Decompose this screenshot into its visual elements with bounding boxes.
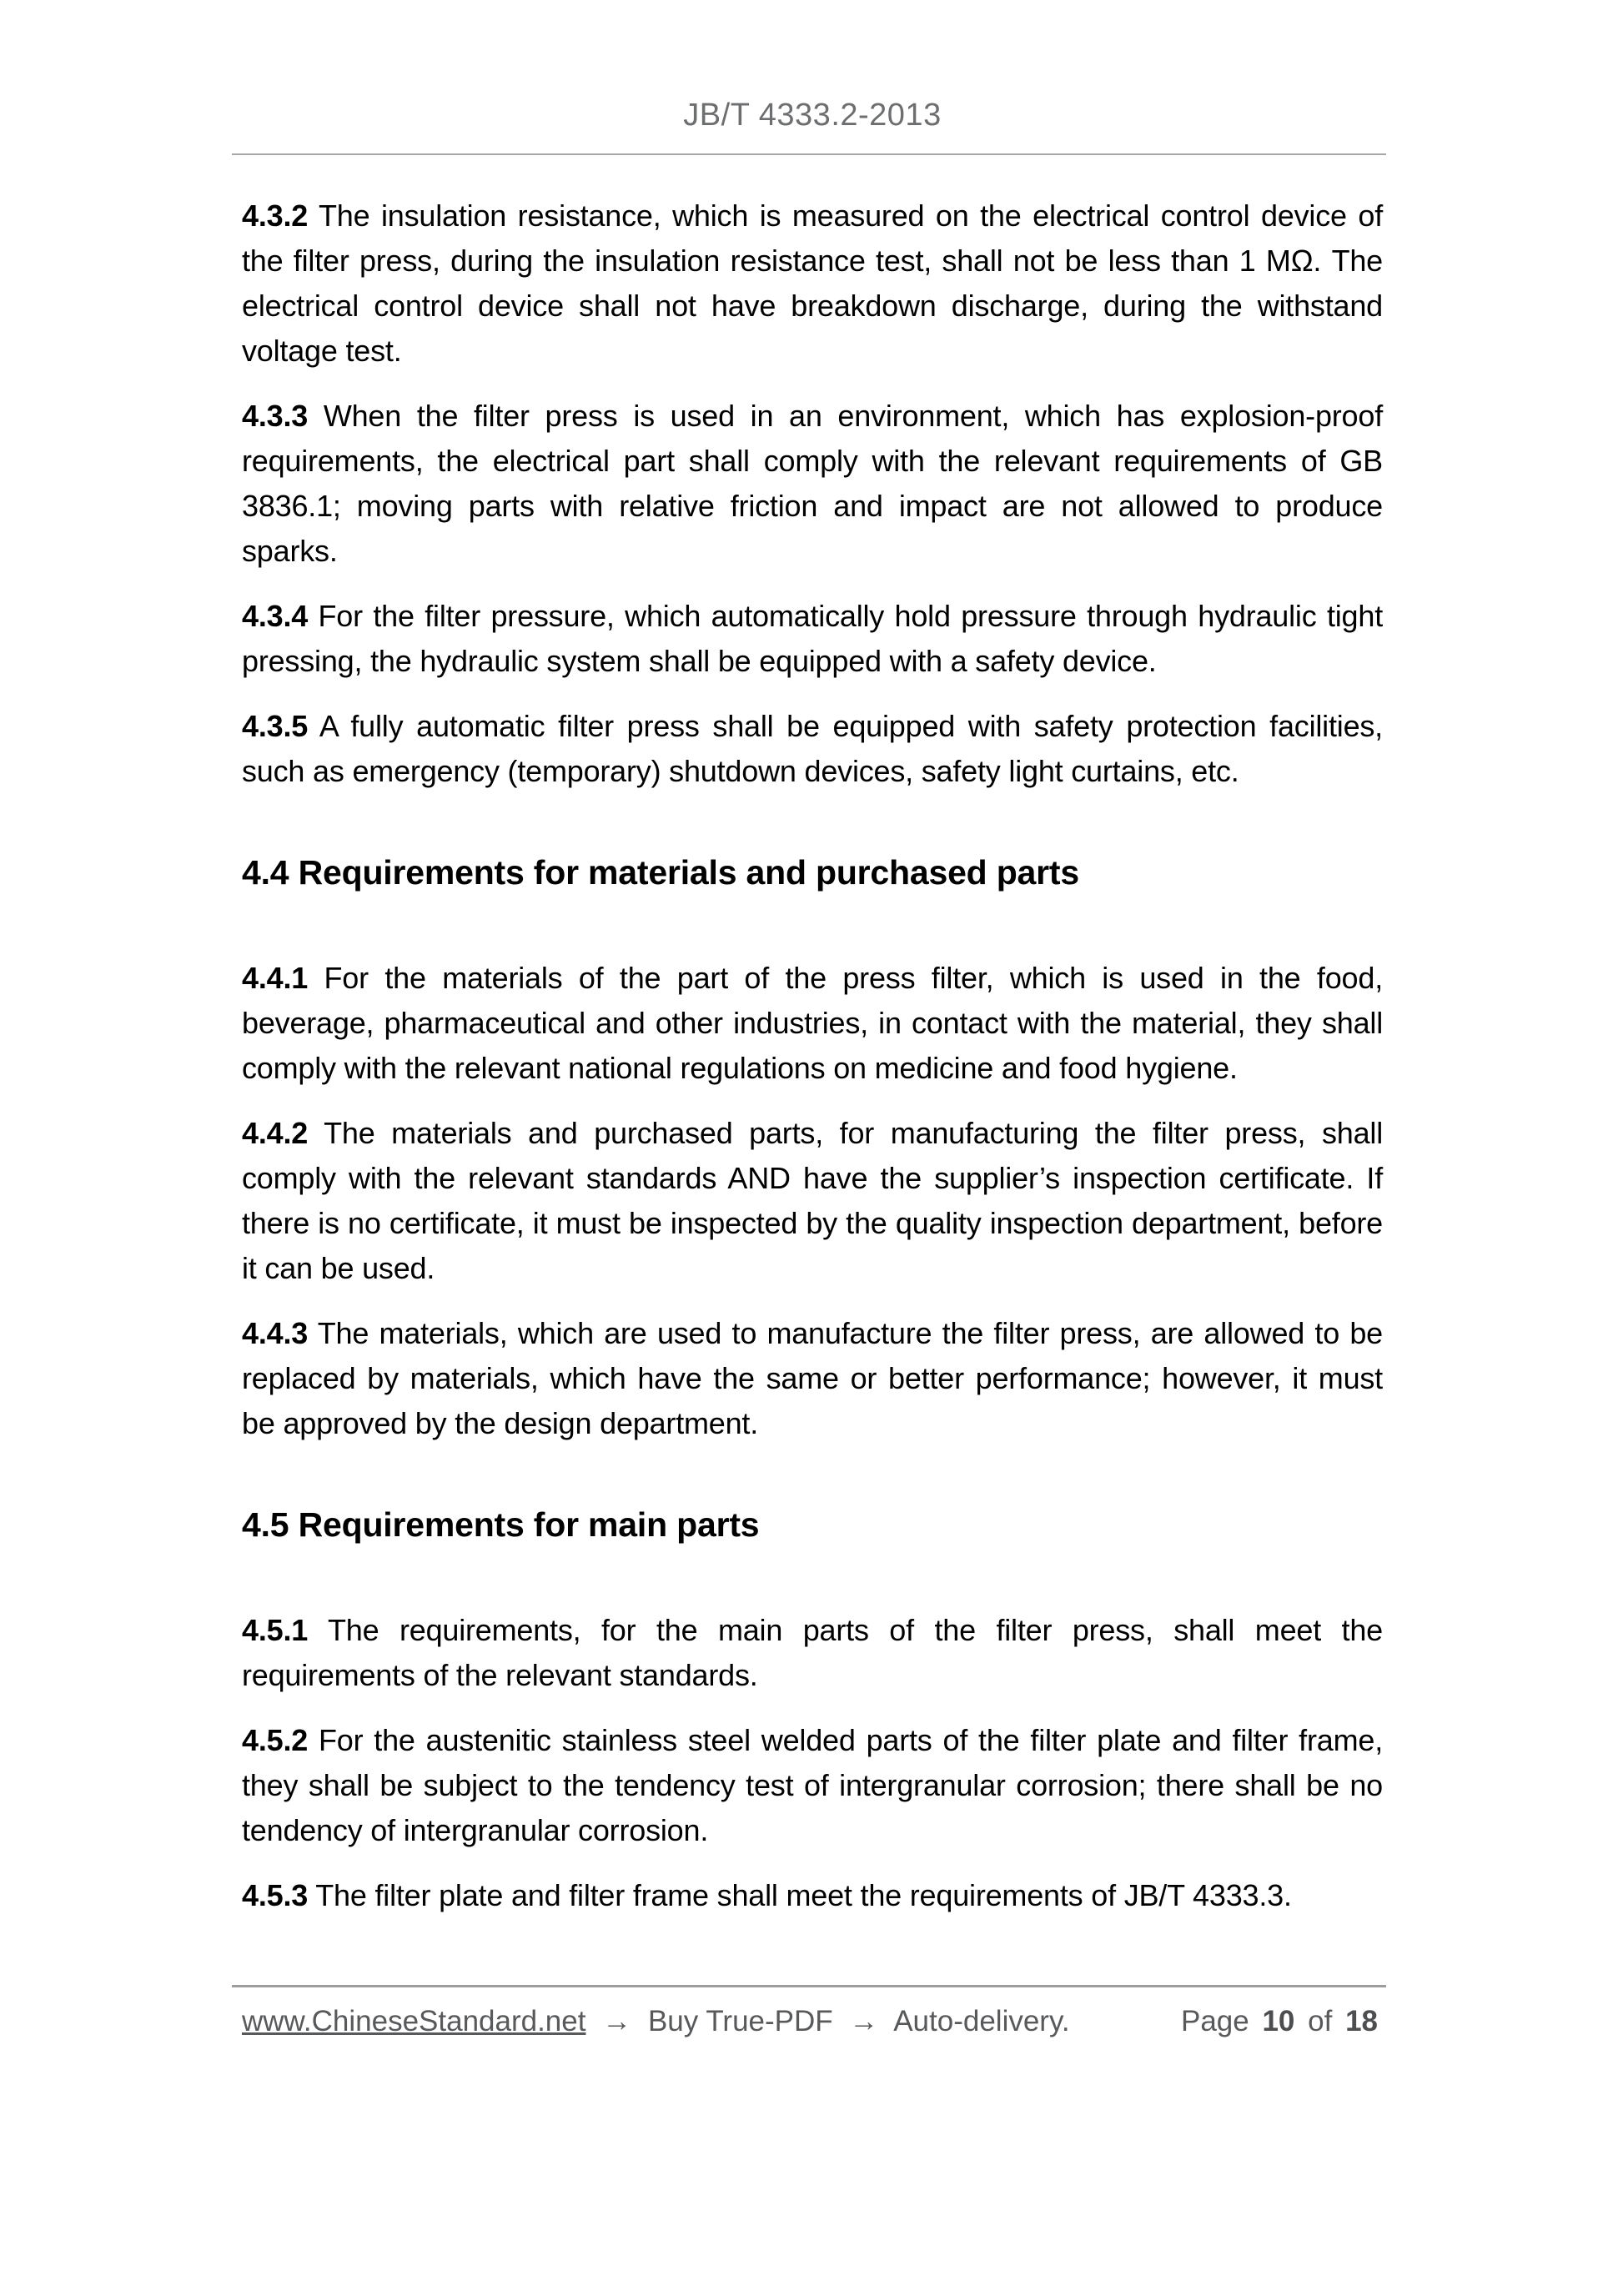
section-title: Requirements for materials and purchased parts	[298, 853, 1079, 892]
footer-step-delivery: Auto-delivery.	[893, 2005, 1070, 2037]
clause-4-3-2	[242, 193, 1383, 374]
section-heading-4-5	[242, 1505, 1383, 1545]
footer-divider	[232, 1985, 1386, 1987]
clause-number: 4.3.4	[242, 599, 309, 633]
of-label: of	[1308, 2005, 1333, 2037]
clause-number: 4.3.2	[242, 198, 309, 233]
section-heading-4-4	[242, 852, 1383, 892]
clause-text: The materials, which are used to manufacture the filter press, are allowed to be replaced by materials, which have the same or better performance; however, it must be approved by the design department.	[242, 1316, 1383, 1440]
page-indicator	[1181, 2001, 1383, 2042]
clause-4-3-4	[242, 594, 1383, 684]
section-number: 4.5	[242, 1505, 289, 1544]
clause-4-3-5	[242, 704, 1383, 794]
page-header	[242, 0, 1383, 133]
current-page-number: 10	[1262, 2005, 1295, 2037]
footer-breadcrumb	[242, 2001, 1078, 2042]
clause-4-4-2	[242, 1111, 1383, 1291]
clause-4-4-3	[242, 1311, 1383, 1446]
clause-text: A fully automatic filter press shall be equipped with safety protection facilities, such as emergency (temporary) shutdown devices, safety light curtains, etc.	[242, 709, 1383, 788]
clause-4-5-3	[242, 1873, 1383, 1918]
clause-number: 4.5.1	[242, 1613, 309, 1647]
clause-number: 4.4.1	[242, 961, 309, 995]
header-divider	[232, 153, 1386, 155]
footer-step-buy: Buy True-PDF	[647, 2005, 833, 2037]
total-page-number: 18	[1345, 2005, 1378, 2037]
clause-4-5-2	[242, 1718, 1383, 1853]
clause-number: 4.5.2	[242, 1723, 309, 1757]
site-link[interactable]: www.ChineseStandard.net	[242, 2005, 586, 2037]
page-footer	[242, 2001, 1383, 2042]
clause-4-3-3	[242, 394, 1383, 574]
clause-text: For the filter pressure, which automatically hold pressure through hydraulic tight pressing, the hydraulic system shall be equipped with a safety device.	[242, 599, 1383, 678]
clause-text: When the filter press is used in an environment, which has explosion-proof requirements, the electrical part shall comply with the relevant requirements of GB 3836.1; moving parts with relative friction and impact are not allowed to produce sparks.	[242, 399, 1383, 568]
clause-number: 4.4.3	[242, 1316, 309, 1350]
clause-text: The materials and purchased parts, for manufacturing the filter press, shall comply with the relevant standards AND have the supplier’s inspection certificate. If there is no certificate, it must be inspected by the quality inspection department, before it can be used.	[242, 1116, 1383, 1285]
page-label: Page	[1180, 2005, 1249, 2037]
section-title: Requirements for main parts	[298, 1505, 760, 1544]
clause-text: The requirements, for the main parts of the filter press, shall meet the requirements of the relevant standards.	[242, 1613, 1383, 1692]
clause-text: The filter plate and filter frame shall meet the requirements of JB/T 4333.3.	[315, 1878, 1292, 1912]
clause-text: The insulation resistance, which is measured on the electrical control device of the filter press, during the insulation resistance test, shall not be less than 1 MΩ. The electrical control device shall not have breakdown discharge, during the withstand voltage test.	[242, 198, 1383, 368]
clause-text: For the materials of the part of the press filter, which is used in the food, beverage, pharmaceutical and other industries, in contact with the material, they shall comply with the relevant national regulations on medicine and food hygiene.	[242, 961, 1383, 1085]
clause-number: 4.3.3	[242, 399, 309, 433]
doc-number: JB/T 4333.2-2013	[683, 98, 942, 133]
right-arrow-icon: →	[602, 2005, 632, 2037]
right-arrow-icon: →	[849, 2005, 879, 2037]
clause-text: For the austenitic stainless steel welded parts of the filter plate and filter frame, they shall be subject to the tendency test of intergranular corrosion; there shall be no tendency of intergranular corrosion.	[242, 1723, 1383, 1847]
clause-4-5-1	[242, 1608, 1383, 1698]
section-number: 4.4	[242, 853, 289, 892]
clause-4-4-1	[242, 956, 1383, 1091]
clause-number: 4.3.5	[242, 709, 309, 743]
clause-number: 4.5.3	[242, 1878, 309, 1912]
clause-number: 4.4.2	[242, 1116, 309, 1150]
